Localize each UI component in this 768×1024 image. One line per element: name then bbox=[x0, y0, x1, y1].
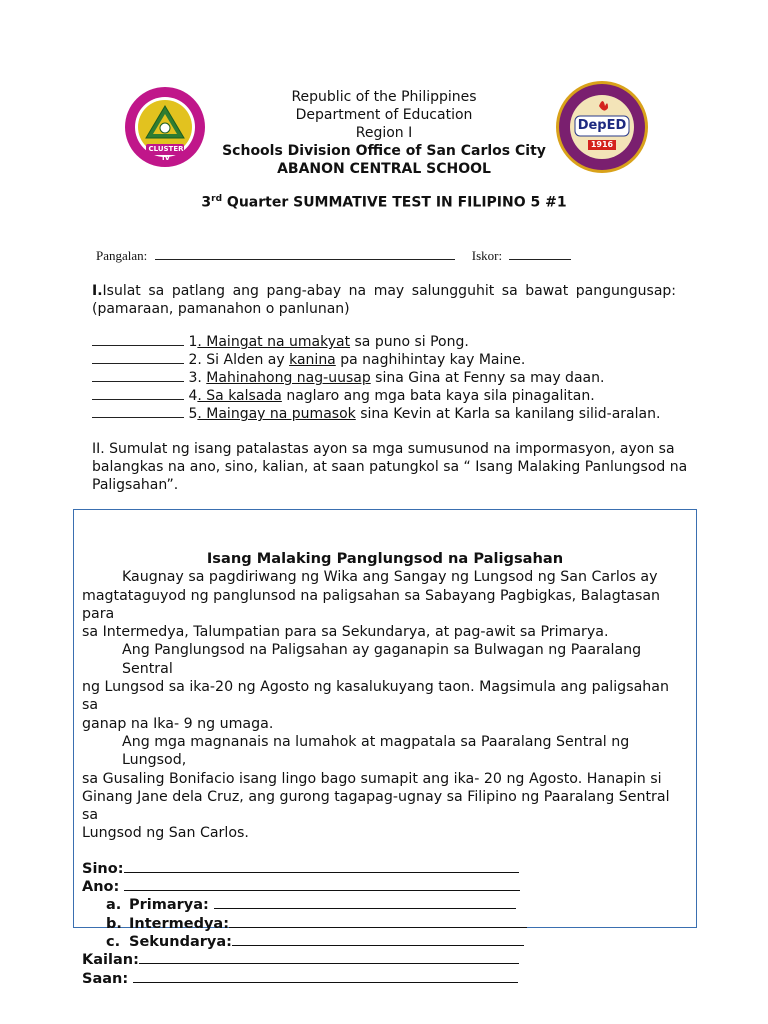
item-pre: . bbox=[197, 370, 207, 386]
intermedya-field[interactable] bbox=[229, 914, 527, 928]
header-republic: Republic of the Philippines bbox=[291, 89, 477, 105]
sekundarya-field[interactable] bbox=[232, 932, 524, 946]
form-row-saan bbox=[82, 969, 688, 987]
announcement-content bbox=[82, 550, 688, 987]
list-item bbox=[92, 333, 692, 351]
underlined-adverb: Mahinahong nag-uusap bbox=[206, 370, 371, 386]
part2-line-2: balangkas na ano, sino, kalian, at saan patungkol sa “ Isang Malaking Panlungsod na bbox=[92, 459, 688, 475]
answer-blank-3[interactable] bbox=[92, 381, 184, 382]
part2-instructions bbox=[92, 440, 692, 494]
part1-instructions bbox=[92, 282, 676, 318]
item-rest: sina Kevin at Karla sa kanilang silid-aralan. bbox=[355, 406, 661, 422]
underlined-adverb: . Sa kalsada bbox=[197, 388, 282, 404]
part1-items bbox=[92, 333, 692, 423]
item-number: 4 bbox=[188, 388, 198, 404]
form-row-primarya bbox=[82, 895, 688, 913]
name-label: Pangalan: bbox=[96, 248, 148, 263]
test-title-quarter-sup: rd bbox=[211, 194, 223, 204]
name-field[interactable] bbox=[155, 259, 455, 260]
saan-field[interactable] bbox=[133, 969, 518, 983]
underlined-adverb: kanina bbox=[289, 352, 336, 368]
part2-line-1: II. Sumulat ng isang patalastas ayon sa mga sumusunod na impormasyon, ayon sa bbox=[92, 441, 675, 457]
saan-label: Saan: bbox=[82, 970, 129, 987]
part2-line-3: Paligsahan”. bbox=[92, 477, 179, 493]
answer-blank-2[interactable] bbox=[92, 363, 184, 364]
form-row-sekundarya bbox=[82, 932, 688, 950]
answer-blank-5[interactable] bbox=[92, 417, 184, 418]
form-row-sino bbox=[82, 859, 688, 877]
ano-label: Ano: bbox=[82, 879, 120, 896]
header-department: Department of Education bbox=[295, 107, 473, 123]
part1-instruction-a: Isulat sa patlang ang pang-abay na may salungguhit sa bawat pangungusap: bbox=[102, 283, 676, 299]
kailan-field[interactable] bbox=[139, 950, 519, 964]
list-marker-b: b. bbox=[106, 915, 122, 932]
paragraph-line: Kaugnay sa pagdiriwang ng Wika ang Sangay ng Lungsod ng San Carlos ay bbox=[122, 569, 658, 586]
part1-numeral: I. bbox=[92, 283, 103, 299]
header-school-name: ABANON CENTRAL SCHOOL bbox=[277, 161, 491, 177]
sekundarya-label: Sekundarya: bbox=[129, 933, 232, 950]
ano-field[interactable] bbox=[124, 877, 520, 891]
announcement-form bbox=[82, 859, 688, 987]
part1-instruction-b: (pamaraan, pamanahon o panlunan) bbox=[92, 301, 350, 317]
paragraph-line: Lungsod ng San Carlos. bbox=[82, 825, 249, 842]
form-row-intermedya bbox=[82, 914, 688, 932]
paragraph-line: Ang Panglungsod na Paligsahan ay gaganapin sa Bulwagan ng Paaralang Sentral bbox=[122, 642, 642, 677]
list-item bbox=[92, 351, 692, 369]
list-marker-a: a. bbox=[106, 897, 122, 914]
underlined-adverb: . Maingat na umakyat bbox=[197, 334, 351, 350]
paragraph-line: sa Intermedya, Talumpatian para sa Sekundarya, at pag-awit sa Primarya. bbox=[82, 624, 609, 641]
item-pre: . Si Alden ay bbox=[197, 352, 290, 368]
item-number: 5 bbox=[188, 406, 198, 422]
list-item bbox=[92, 369, 692, 387]
score-label: Iskor: bbox=[471, 248, 503, 263]
header-division-office: Schools Division Office of San Carlos City bbox=[222, 143, 546, 159]
founding-year: 1916 bbox=[590, 140, 614, 149]
form-row-ano bbox=[82, 877, 688, 895]
announcement-title: Isang Malaking Panglungsod na Paligsahan bbox=[206, 550, 564, 567]
paragraph-line: Ang mga magnanais na lumahok at magpatala sa Paaralang Sentral ng Lungsod, bbox=[122, 733, 630, 769]
test-title bbox=[0, 194, 768, 211]
test-title-rest: Quarter SUMMATIVE TEST IN FILIPINO 5 #1 bbox=[222, 194, 567, 211]
form-row-kailan bbox=[82, 950, 688, 968]
item-rest: pa naghihintay kay Maine. bbox=[335, 352, 526, 368]
answer-blank-1[interactable] bbox=[92, 345, 184, 346]
item-rest: sina Gina at Fenny sa may daan. bbox=[370, 370, 605, 386]
paragraph-line: ng Lungsod sa ika-20 ng Agosto ng kasalukuyang taon. Magsimula ang paligsahan sa bbox=[82, 679, 669, 714]
answer-blank-4[interactable] bbox=[92, 399, 184, 400]
underlined-adverb: . Maingay na pumasok bbox=[197, 406, 356, 422]
primarya-label: Primarya: bbox=[129, 897, 209, 914]
item-number: 3 bbox=[188, 370, 198, 386]
sino-label: Sino: bbox=[82, 860, 124, 877]
announcement-paragraph-3 bbox=[82, 733, 688, 843]
list-item bbox=[92, 405, 692, 423]
announcement-paragraph-1 bbox=[82, 568, 688, 641]
student-info-row bbox=[96, 248, 571, 264]
paragraph-line: Ginang Jane dela Cruz, ang gurong tagapag-ugnay sa Filipino ng Paaralang Sentral sa bbox=[82, 788, 670, 824]
paragraph-line: sa Gusaling Bonifacio isang lingo bago sumapit ang ika- 20 ng Agosto. Hanapin si bbox=[82, 770, 662, 787]
header-region: Region I bbox=[355, 125, 413, 141]
list-item bbox=[92, 387, 692, 405]
paragraph-line: magtataguyod ng panglunsod na paligsahan sa Sabayang Pagbigkas, Balagtasan para bbox=[82, 587, 661, 622]
list-marker-c: c. bbox=[106, 933, 121, 950]
announcement-box bbox=[73, 509, 697, 987]
item-number: 2 bbox=[188, 352, 198, 368]
primarya-field[interactable] bbox=[214, 895, 516, 909]
announcement-paragraph-2 bbox=[82, 641, 688, 732]
paragraph-line: ganap na Ika- 9 ng umaga. bbox=[82, 715, 274, 732]
item-rest: sa puno si Pong. bbox=[350, 334, 469, 350]
test-title-quarter-num: 3 bbox=[201, 194, 212, 211]
item-rest: naglaro ang mga bata kaya sila pinagalitan. bbox=[281, 388, 595, 404]
kailan-label: Kailan: bbox=[82, 952, 139, 969]
score-field[interactable] bbox=[509, 259, 571, 260]
sino-field[interactable] bbox=[124, 859, 519, 873]
item-number: 1 bbox=[188, 334, 198, 350]
cluster-iv-banner: CLUSTER IV bbox=[148, 145, 184, 162]
deped-text: DepED bbox=[577, 118, 627, 133]
intermedya-label: Intermedya: bbox=[129, 915, 229, 932]
